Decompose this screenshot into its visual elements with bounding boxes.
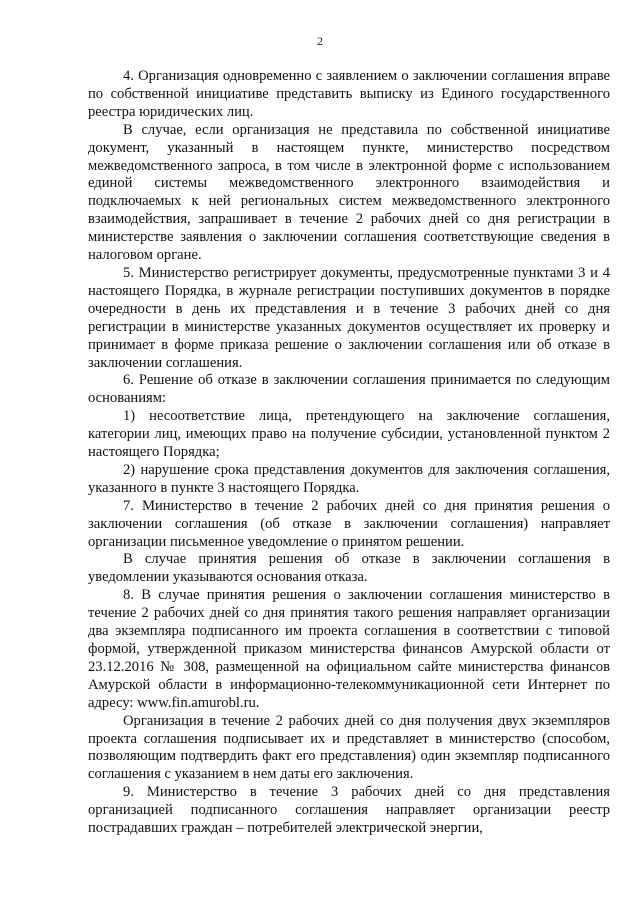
paragraph-ground-1: 1) несоответствие лица, претендующего на заключение соглашения, категории лиц, имеющих право на получение субсидии, установленной пунктом 2 настоящего Порядка; xyxy=(88,408,610,461)
page-number: 2 xyxy=(317,34,323,48)
paragraph-item-8: 8. В случае принятия решения о заключении соглашения министерство в течение 2 рабочих дней со дня принятия такого решения направляет организации два экземпляра подписанного им проекта соглашения в соответствии с типовой формой, утвержденной приказом министерства финансов Амурской области от 23.12.2016 № 308, размещенной на официальном сайте министерства финансов Амурской области в информационно-телекоммуникационной сети Интернет по адресу: www.fin.amurobl.ru. xyxy=(88,587,610,711)
paragraph-item-5: 5. Министерство регистрирует документы, предусмотренные пунктами 3 и 4 настоящего Порядка, в журнале регистрации поступивших документов в порядке очередности в день их представления и в течение 3 рабочих дней со дня регистрации в министерстве указанных документов осуществляет их проверку и принимает в форме приказа решение о заключении соглашения или об отказе в заключении соглашения. xyxy=(88,264,610,371)
paragraph-signing: Организация в течение 2 рабочих дней со дня получения двух экземпляров проекта соглашения подписывает их и представляет в министерство (способом, позволяющим подтвердить факт его представления) один экземпляр подписанного соглашения с указанием в нем даты его заключения. xyxy=(88,712,610,783)
paragraph-ground-2: 2) нарушение срока представления документов для заключения соглашения, указанного в пункте 3 настоящего Порядка. xyxy=(88,461,610,496)
paragraph-item-6: 6. Решение об отказе в заключении соглашения принимается по следующим основаниям: xyxy=(88,372,610,407)
document-body xyxy=(88,68,610,838)
paragraph-interagency-request: В случае, если организация не представила по собственной инициативе документ, указанный в настоящем пункте, министерство посредством межведомственного запроса, в том числе в электронной форме с использованием единой системы межведомственного электронного взаимодействия и подключаемых к ней региональных систем межведомственного электронного взаимодействия, запрашивает в течение 2 рабочих дней со дня регистрации в министерстве заявления о заключении соглашения соответствующие сведения в налоговом органе. xyxy=(88,121,610,264)
paragraph-item-9: 9. Министерство в течение 3 рабочих дней со дня представления организацией подписанного соглашения направляет организации реестр пострадавших граждан – потребителей электрической энергии, xyxy=(88,784,610,837)
paragraph-refusal-grounds: В случае принятия решения об отказе в заключении соглашения в уведомлении указываются основания отказа. xyxy=(88,551,610,586)
paragraph-item-7: 7. Министерство в течение 2 рабочих дней со дня принятия решения о заключении соглашения (об отказе в заключении соглашения) направляет организации письменное уведомление о принятом решении. xyxy=(88,497,610,550)
paragraph-item-4: 4. Организация одновременно с заявлением о заключении соглашения вправе по собственной инициативе представить выписку из Единого государственного реестра юридических лиц. xyxy=(88,68,610,120)
